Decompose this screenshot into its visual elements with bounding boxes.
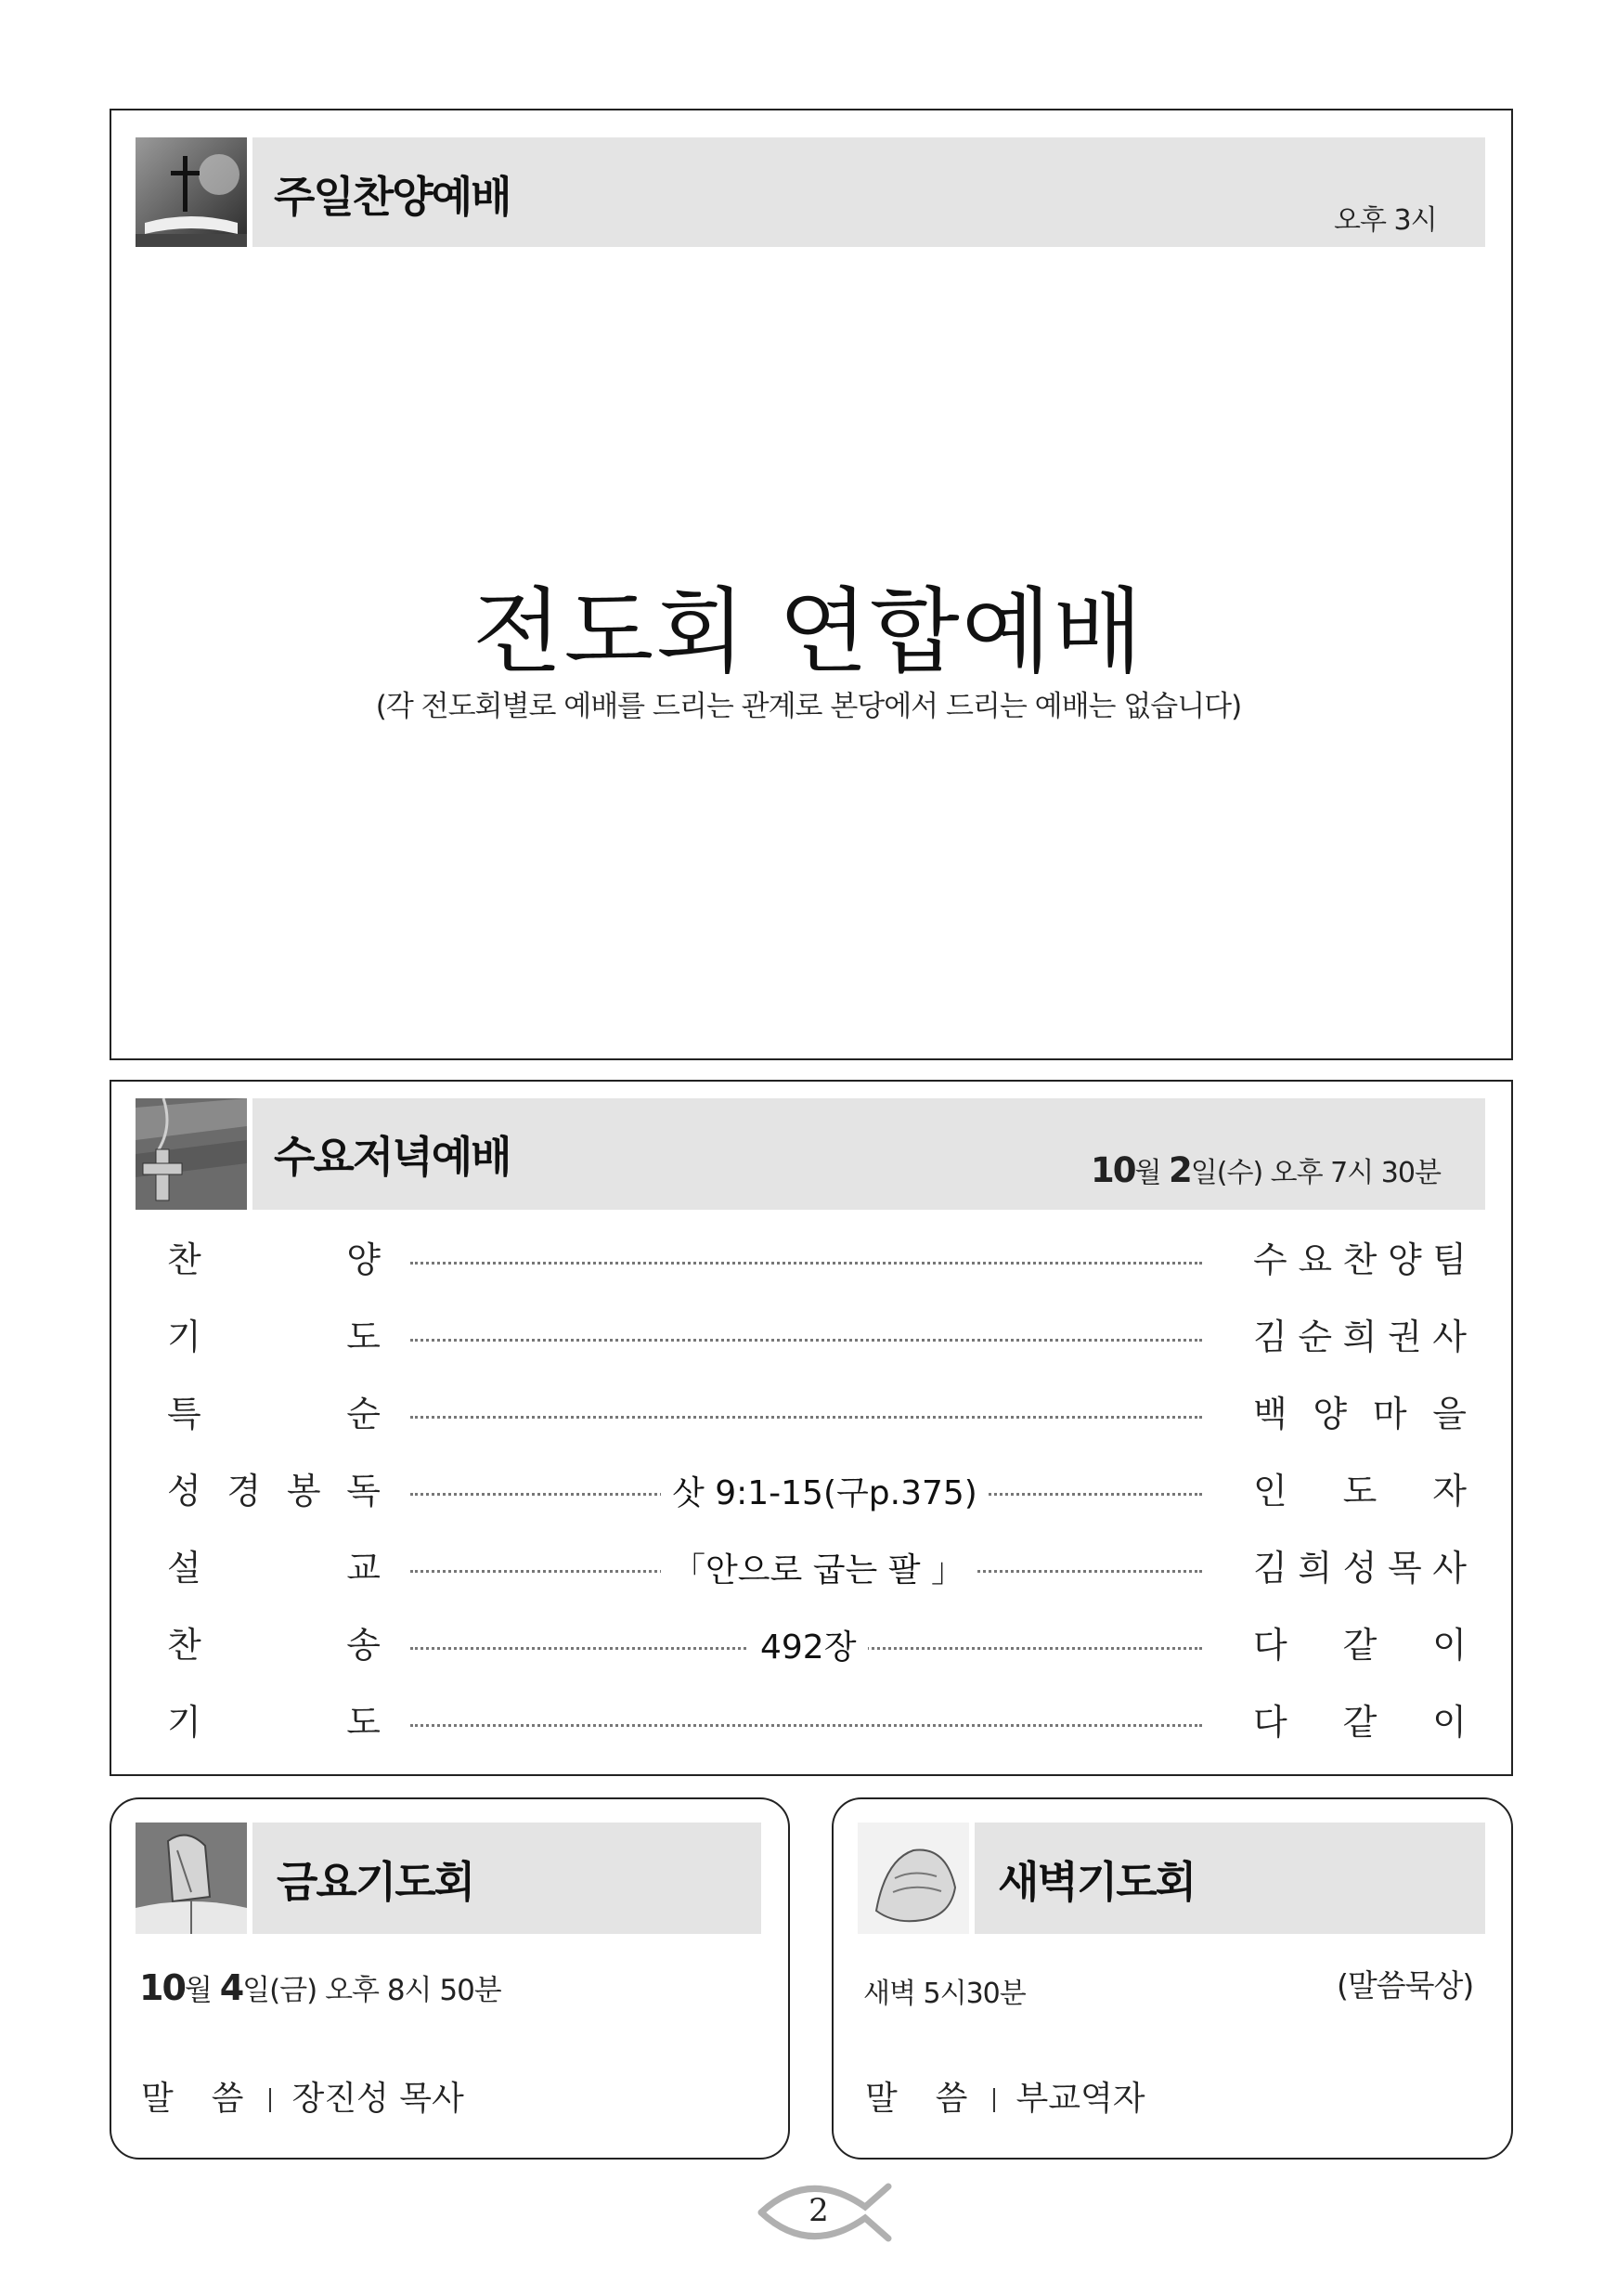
dotted-leader [410, 1693, 1202, 1745]
order-label [167, 1615, 381, 1667]
order-label-char: 기 [167, 1316, 201, 1357]
order-label-char: 독 [346, 1470, 381, 1511]
friday-speaker [141, 2072, 464, 2120]
order-label [167, 1461, 381, 1513]
order-person [1253, 1461, 1467, 1513]
wednesday-time: 10월 2일(수) 오후 7시 30분 [1091, 1150, 1441, 1190]
dotted-leader [410, 1461, 1202, 1513]
dotted-leader [410, 1538, 1202, 1590]
order-label-char: 송 [346, 1624, 381, 1666]
order-label-char: 경 [226, 1470, 262, 1511]
order-person-char: 희 [1298, 1547, 1333, 1589]
order-person-char: 성 [1342, 1547, 1378, 1589]
order-person-char: 요 [1298, 1239, 1333, 1280]
union-worship-title: 전도회 연합예배 [472, 577, 1145, 686]
order-content: 「안으로 굽는 팔 」 [661, 1544, 976, 1591]
order-person-char: 양 [1387, 1239, 1422, 1280]
order-label-char: 교 [346, 1547, 381, 1589]
cross-candle-thumbnail [136, 137, 247, 247]
order-label-char: 도 [346, 1316, 381, 1357]
order-label [167, 1307, 381, 1359]
order-row [167, 1384, 1467, 1436]
order-row [167, 1538, 1467, 1590]
order-label [167, 1538, 381, 1590]
order-person-char: 자 [1432, 1470, 1467, 1511]
friday-speaker-name: 장진성 목사 [291, 2080, 464, 2118]
order-person-char: 을 [1432, 1393, 1467, 1434]
sunday-time: 오후 3시 [1334, 204, 1437, 237]
order-label-char: 순 [346, 1393, 381, 1434]
order-person-char: 사 [1432, 1316, 1467, 1357]
dawn-time: 새벽 5시30분 [863, 1978, 1026, 2010]
order-label-char: 도 [346, 1701, 381, 1743]
order-person-char: 희 [1342, 1316, 1378, 1357]
order-person-char: 다 [1253, 1701, 1287, 1743]
order-person-char: 사 [1432, 1547, 1467, 1589]
order-person-char: 목 [1387, 1547, 1422, 1589]
order-label-char: 양 [346, 1239, 381, 1280]
cross-necklace-thumbnail [136, 1098, 247, 1210]
page-number-fish [754, 2175, 893, 2250]
order-person-char: 백 [1253, 1393, 1287, 1434]
wednesday-title: 수요저녁예배 [274, 1132, 511, 1182]
order-person-char: 인 [1253, 1470, 1287, 1511]
order-person-char: 같 [1342, 1624, 1378, 1666]
folded-hands-thumbnail [858, 1823, 969, 1934]
order-person [1253, 1615, 1467, 1667]
order-person [1253, 1384, 1467, 1436]
order-person [1253, 1538, 1467, 1590]
order-label-char: 기 [167, 1701, 201, 1743]
order-person-char: 다 [1253, 1624, 1287, 1666]
dawn-title: 새벽기도회 [998, 1857, 1196, 1907]
dawn-speaker [865, 2072, 1145, 2120]
praying-hands-bible-thumbnail [136, 1823, 247, 1934]
order-label-char: 찬 [167, 1624, 201, 1666]
friday-time: 10월 4일(금) 오후 8시 50분 [139, 1967, 501, 2008]
dawn-speaker-label: 말 씀 [865, 2080, 974, 2118]
dawn-note: (말씀묵상) [1337, 1967, 1474, 2004]
order-person-char: 마 [1372, 1393, 1407, 1434]
order-label-char: 설 [167, 1547, 201, 1589]
friday-speaker-label: 말 씀 [141, 2080, 250, 2118]
dotted-leader [410, 1384, 1202, 1436]
dotted-leader [410, 1615, 1202, 1667]
order-label [167, 1230, 381, 1282]
order-person-char: 도 [1342, 1470, 1378, 1511]
order-content: 삿 9:1-15(구p.375) [661, 1467, 989, 1514]
union-worship-note: (각 전도회별로 예배를 드리는 관계로 본당에서 드리는 예배는 없습니다) [375, 690, 1242, 723]
order-content: 492장 [749, 1621, 868, 1668]
order-person-char: 김 [1253, 1316, 1287, 1357]
order-label-char: 봉 [286, 1470, 321, 1511]
order-label-char: 성 [167, 1470, 201, 1511]
separator [269, 2088, 271, 2112]
friday-title: 금요기도회 [277, 1857, 474, 1907]
dotted-leader [410, 1230, 1202, 1282]
order-person-char: 양 [1313, 1393, 1348, 1434]
sunday-title: 주일찬양예배 [274, 172, 511, 222]
order-person-char: 찬 [1342, 1239, 1378, 1280]
order-person-char: 팀 [1432, 1239, 1467, 1280]
order-row [167, 1230, 1467, 1282]
order-person [1253, 1307, 1467, 1359]
order-person-char: 순 [1298, 1316, 1333, 1357]
order-row [167, 1693, 1467, 1745]
order-label-char: 찬 [167, 1239, 201, 1280]
order-person-char: 이 [1432, 1701, 1467, 1743]
order-person-char: 권 [1387, 1316, 1422, 1357]
order-person [1253, 1693, 1467, 1745]
order-label [167, 1384, 381, 1436]
order-row [167, 1615, 1467, 1667]
order-person-char: 이 [1432, 1624, 1467, 1666]
order-label-char: 특 [167, 1393, 201, 1434]
order-row [167, 1307, 1467, 1359]
dawn-speaker-name: 부교역자 [1015, 2080, 1145, 2118]
order-person [1253, 1230, 1467, 1282]
order-row [167, 1461, 1467, 1513]
order-person-char: 수 [1253, 1239, 1287, 1280]
dotted-leader [410, 1307, 1202, 1359]
order-person-char: 같 [1342, 1701, 1378, 1743]
page-number: 2 [808, 2192, 829, 2229]
order-person-char: 김 [1253, 1547, 1287, 1589]
separator [993, 2088, 995, 2112]
order-label [167, 1693, 381, 1745]
